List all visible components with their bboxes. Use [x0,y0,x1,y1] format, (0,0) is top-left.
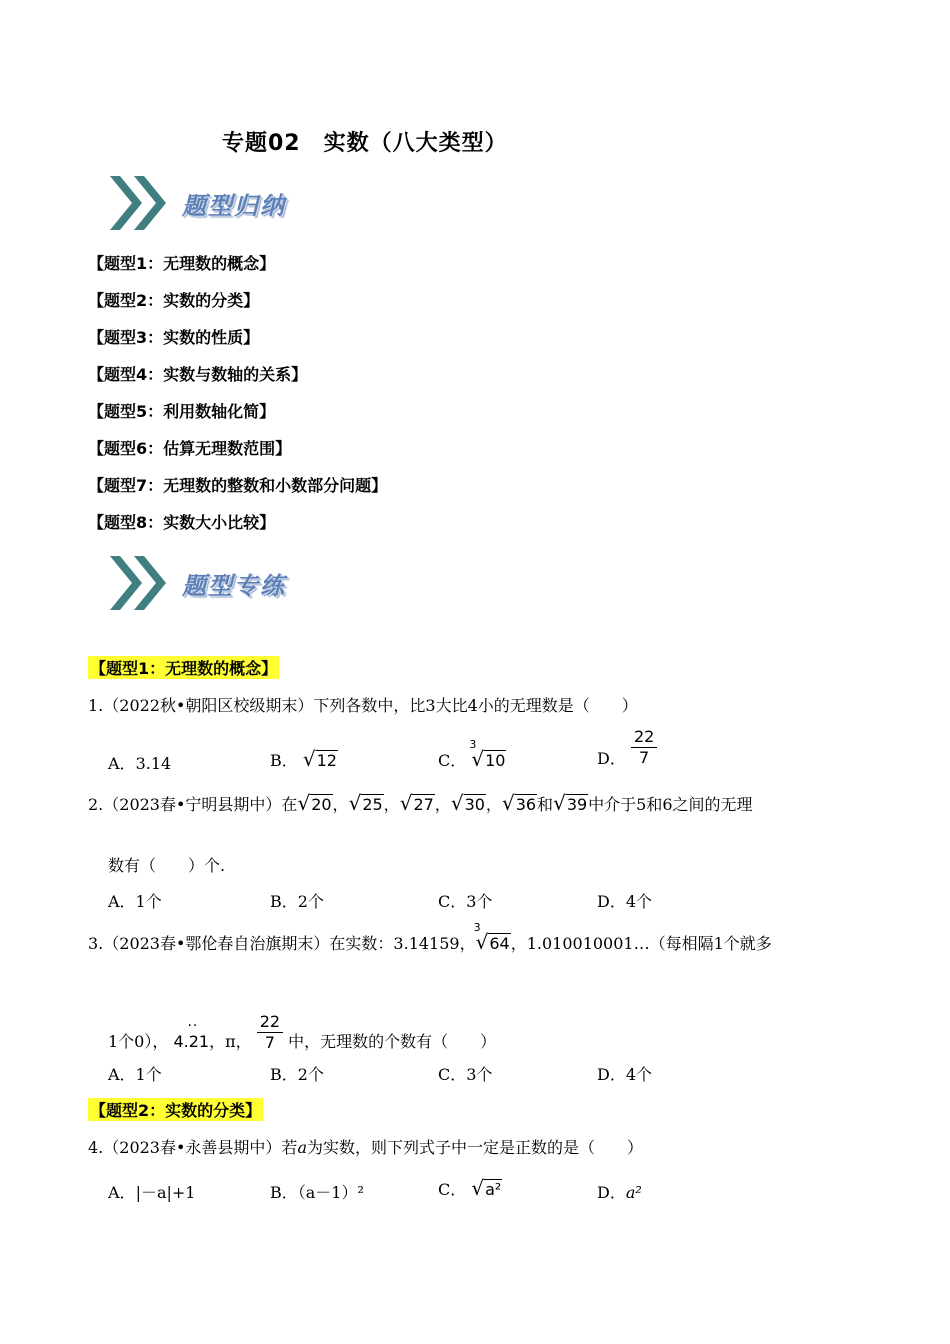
q3-option-a[interactable]: A．1个 [108,1065,162,1084]
summary-banner [104,170,324,240]
section-heading-2: 【题型2：实数的分类】 [88,1098,263,1121]
toc-item-4[interactable]: 【题型4：实数与数轴的关系】 [88,365,308,384]
q2-option-b[interactable]: B．2个 [270,892,324,911]
q2-option-a[interactable]: A．1个 [108,892,162,911]
q4-option-b[interactable]: B．（a－1）² [270,1183,364,1202]
practice-banner [104,550,324,620]
toc-item-5[interactable]: 【题型5：利用数轴化简】 [88,402,276,421]
toc-item-3[interactable]: 【题型3：实数的性质】 [88,328,260,347]
question-1-stem: 1.（2022秋•朝阳区校级期末）下列各数中，比3大比4小的无理数是（ ） [88,696,638,715]
toc-item-2[interactable]: 【题型2：实数的分类】 [88,291,260,310]
question-3-line2: 1个0）， ·· 4.21，π， $\frac{22}{7}$ 中，无理数的个数有（ ） [108,1012,497,1052]
q1-option-a[interactable]: A．3.14 [108,754,172,773]
sqrt-expression: √a² [471,1176,502,1200]
q4-option-d[interactable]: D．a² [597,1183,642,1202]
question-2-line2: 数有（ ）个. [108,856,226,875]
double-chevron-icon [104,170,174,236]
q3-option-b[interactable]: B．2个 [270,1065,324,1084]
q2-option-d[interactable]: D．4个 [597,892,653,911]
cube-root-expression: 3 √10 [469,738,506,771]
question-4-stem: 4.（2023春•永善县期中）若a为实数，则下列式子中一定是正数的是（ ） [88,1138,643,1157]
practice-banner-label: 题型专练 [182,571,286,600]
q1-option-d[interactable]: D． $\frac{22}{7}$ [597,727,657,768]
repeating-decimal: ·· 4.21 [173,1018,210,1051]
fraction: $\frac{22}{7}$ [257,1012,283,1053]
q4-option-a[interactable]: A．|－a|+1 [108,1183,196,1202]
section-heading-1: 【题型1：无理数的概念】 [88,656,279,679]
double-chevron-icon [104,550,174,616]
summary-banner-label: 题型归纳 [182,191,286,220]
page-title: 专题02 实数（八大类型） [222,131,508,156]
question-2-stem: 2.（2023春•宁明县期中）在√20，√25，√27，√30，√36和√39中介于5和6之间的无理 [88,791,753,815]
sqrt-expression: √12 [302,747,337,771]
q3-option-d[interactable]: D．4个 [597,1065,653,1084]
q4-option-c[interactable]: C． √a² [438,1176,502,1200]
q2-option-c[interactable]: C．3个 [438,892,493,911]
q1-option-b[interactable]: B． √12 [270,747,337,771]
q1-option-c[interactable]: C． 3 √10 [438,738,506,771]
toc-item-8[interactable]: 【题型8：实数大小比较】 [88,513,276,532]
toc-item-6[interactable]: 【题型6：估算无理数范围】 [88,439,292,458]
toc-item-1[interactable]: 【题型1：无理数的概念】 [88,254,276,273]
question-3-stem: 3.（2023春•鄂伦春自治旗期末）在实数：3.14159， 3 √64，1.010010001…（每相隔1个就多 [88,921,772,954]
q3-option-c[interactable]: C．3个 [438,1065,493,1084]
fraction: $\frac{22}{7}$ [631,727,657,768]
toc-item-7[interactable]: 【题型7：无理数的整数和小数部分问题】 [88,476,388,495]
